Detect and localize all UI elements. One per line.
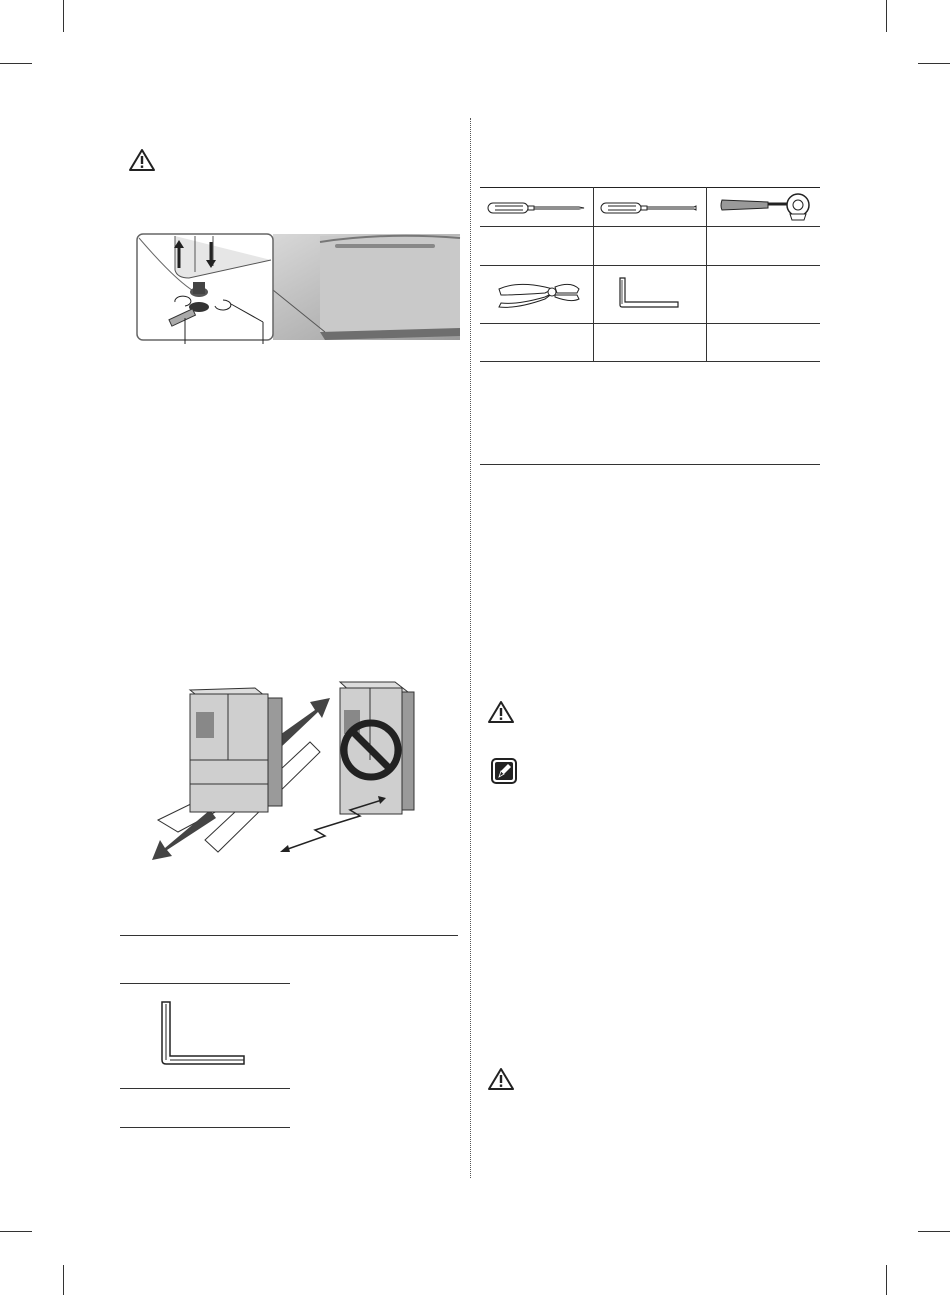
table-rule — [120, 935, 458, 936]
tools-table-col — [706, 187, 707, 361]
warning-icon — [128, 148, 156, 172]
table-rule — [120, 1127, 290, 1128]
leveling-foot-illustration — [135, 232, 460, 347]
note-icon — [490, 757, 518, 785]
section-rule — [480, 464, 820, 465]
table-rule — [120, 1088, 290, 1089]
crop-mark — [0, 1231, 32, 1232]
crop-mark — [0, 63, 32, 64]
crop-mark — [918, 63, 950, 64]
hex-wrench-figure — [160, 1000, 250, 1070]
tools-table-col — [593, 187, 594, 361]
tools-table-rule — [480, 265, 820, 266]
tools-table-rule — [480, 226, 820, 227]
crop-mark — [886, 0, 887, 32]
warning-icon — [487, 700, 515, 724]
tools-table-top — [480, 187, 820, 188]
warning-icon — [487, 1067, 515, 1091]
crop-mark — [63, 1265, 64, 1295]
socket-wrench-icon — [718, 192, 813, 222]
crop-mark — [918, 1231, 950, 1232]
moving-refrigerator-illustration — [150, 680, 430, 865]
pliers-icon — [497, 275, 582, 309]
phillips-screwdriver-icon — [487, 200, 587, 216]
crop-mark — [886, 1265, 887, 1295]
table-rule — [120, 983, 290, 984]
flat-screwdriver-icon — [600, 200, 700, 216]
column-separator — [470, 118, 471, 1178]
tools-table-rule — [480, 323, 820, 324]
tools-table-bottom — [480, 361, 820, 362]
hex-wrench-icon — [618, 276, 680, 310]
crop-mark — [63, 0, 64, 32]
